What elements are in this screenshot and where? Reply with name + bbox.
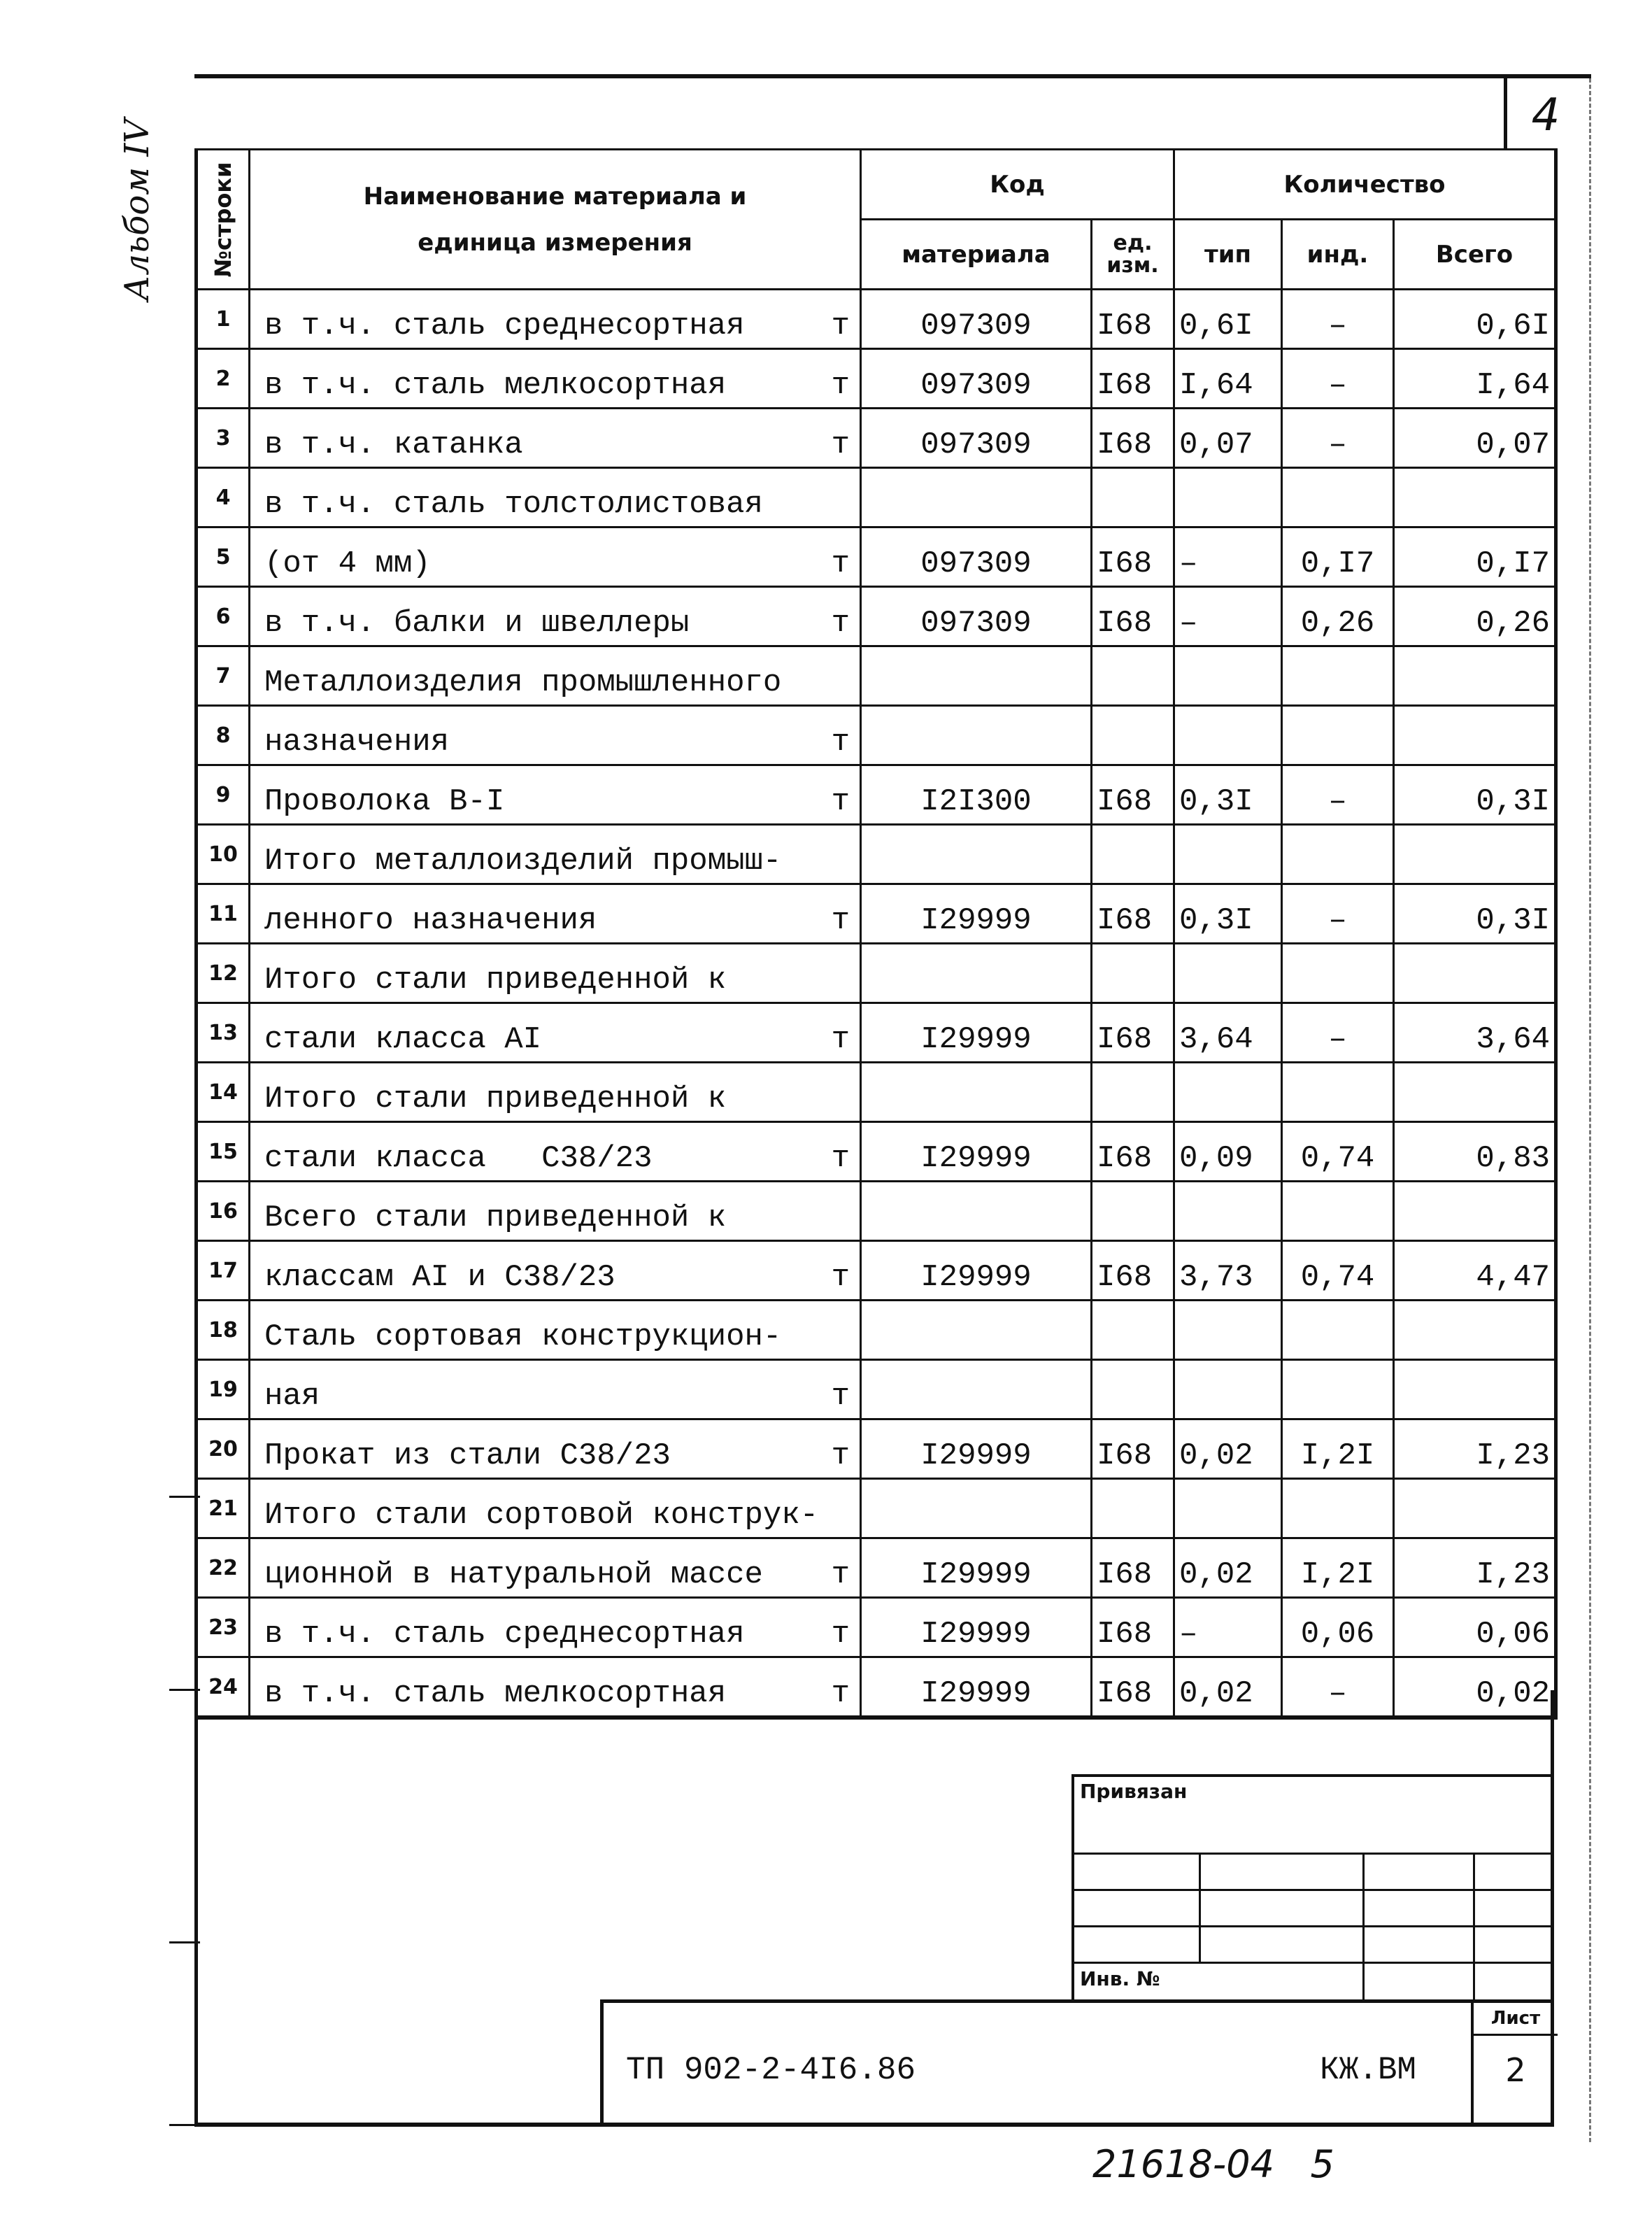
material-code-cell: I29999 xyxy=(861,884,1092,944)
total-quantity-cell: 4,47 xyxy=(1394,1241,1556,1301)
material-name-cell xyxy=(250,884,861,944)
header-row-number: №строки xyxy=(197,150,250,290)
individual-quantity-cell xyxy=(1282,1063,1394,1122)
table-row xyxy=(197,944,1556,1003)
material-name-cell xyxy=(250,1003,861,1063)
individual-quantity-cell: 0,74 xyxy=(1282,1241,1394,1301)
unit-code-cell xyxy=(1092,1063,1174,1122)
material-code-cell xyxy=(861,706,1092,765)
individual-quantity-cell: – xyxy=(1282,349,1394,409)
material-name-cell xyxy=(250,646,861,706)
type-quantity-cell: – xyxy=(1174,527,1282,587)
unit-of-measure: т xyxy=(831,784,850,819)
type-quantity-cell: 0,02 xyxy=(1174,1657,1282,1718)
type-quantity-cell xyxy=(1174,646,1282,706)
table-row xyxy=(197,1479,1556,1538)
unit-code-cell xyxy=(1092,1479,1174,1538)
material-name-cell xyxy=(250,765,861,825)
material-name-text: Итого стали приведенной к xyxy=(264,963,727,998)
type-quantity-cell: 0,3I xyxy=(1174,765,1282,825)
individual-quantity-cell: – xyxy=(1282,1003,1394,1063)
material-name-text: классам AI и С38/23 xyxy=(264,1260,615,1295)
type-quantity-cell xyxy=(1174,944,1282,1003)
total-quantity-cell: 0,I7 xyxy=(1394,527,1556,587)
sheet-label: Лист xyxy=(1474,2003,1558,2036)
sheet-box xyxy=(1471,2003,1558,2127)
total-quantity-cell xyxy=(1394,1479,1556,1538)
unit-of-measure: т xyxy=(831,1676,850,1711)
row-number-cell: 22 xyxy=(197,1538,250,1598)
unit-of-measure: т xyxy=(831,1557,850,1592)
individual-quantity-cell xyxy=(1282,944,1394,1003)
total-quantity-cell: 0,07 xyxy=(1394,409,1556,468)
table-row xyxy=(197,1301,1556,1360)
table-row xyxy=(197,1241,1556,1301)
individual-quantity-cell xyxy=(1282,1360,1394,1419)
header-material-name: Наименование материала и единица измерения xyxy=(250,150,861,290)
type-quantity-cell: 3,73 xyxy=(1174,1241,1282,1301)
type-quantity-cell: – xyxy=(1174,1598,1282,1657)
material-name-cell xyxy=(250,468,861,527)
material-name-text: в т.ч. сталь мелкосортная xyxy=(264,368,727,403)
material-name-cell xyxy=(250,1598,861,1657)
material-name-text: ционной в натуральной массе xyxy=(264,1557,763,1592)
total-quantity-cell: 0,3I xyxy=(1394,765,1556,825)
material-name-cell xyxy=(250,1122,861,1182)
stamp-divider xyxy=(1362,1853,1365,1999)
stamp-line xyxy=(1074,1962,1554,1964)
unit-code-cell: I68 xyxy=(1092,1003,1174,1063)
material-name-cell xyxy=(250,409,861,468)
total-quantity-cell: I,23 xyxy=(1394,1419,1556,1479)
table-row xyxy=(197,1598,1556,1657)
header-type: тип xyxy=(1174,220,1282,290)
total-quantity-cell xyxy=(1394,1182,1556,1241)
material-name-text: Итого стали приведенной к xyxy=(264,1082,727,1117)
table-row xyxy=(197,646,1556,706)
individual-quantity-cell xyxy=(1282,825,1394,884)
type-quantity-cell: 0,02 xyxy=(1174,1538,1282,1598)
total-quantity-cell xyxy=(1394,646,1556,706)
row-number-cell: 17 xyxy=(197,1241,250,1301)
header-total: Всего xyxy=(1394,220,1556,290)
type-quantity-cell: 0,3I xyxy=(1174,884,1282,944)
material-code-cell: I29999 xyxy=(861,1419,1092,1479)
table-row xyxy=(197,409,1556,468)
unit-code-cell: I68 xyxy=(1092,527,1174,587)
unit-code-cell: I68 xyxy=(1092,1657,1174,1718)
type-quantity-cell: I,64 xyxy=(1174,349,1282,409)
document-number: ТП 902-2-4I6.86 xyxy=(626,2052,916,2088)
row-number-cell: 12 xyxy=(197,944,250,1003)
individual-quantity-cell xyxy=(1282,1182,1394,1241)
material-name-text: ленного назначения xyxy=(264,903,597,938)
top-border-line xyxy=(194,74,1591,78)
unit-code-cell xyxy=(1092,944,1174,1003)
individual-quantity-cell xyxy=(1282,1479,1394,1538)
total-quantity-cell xyxy=(1394,1301,1556,1360)
header-material-code: материала xyxy=(861,220,1092,290)
material-code-cell: I29999 xyxy=(861,1122,1092,1182)
table-row xyxy=(197,825,1556,884)
individual-quantity-cell: I,2I xyxy=(1282,1538,1394,1598)
table-row xyxy=(197,290,1556,349)
type-quantity-cell xyxy=(1174,1479,1282,1538)
table-row xyxy=(197,1538,1556,1598)
header-unit: ед. изм. xyxy=(1092,220,1174,290)
material-code-cell xyxy=(861,944,1092,1003)
material-name-text: в т.ч. сталь толстолистовая xyxy=(264,487,763,522)
material-name-text: (от 4 мм) xyxy=(264,546,431,581)
table-row xyxy=(197,1419,1556,1479)
unit-of-measure: т xyxy=(831,606,850,641)
unit-code-cell xyxy=(1092,468,1174,527)
material-name-cell xyxy=(250,349,861,409)
material-name-text: назначения xyxy=(264,725,450,760)
material-name-text: в т.ч. сталь среднесортная xyxy=(264,1617,745,1652)
unit-of-measure: т xyxy=(831,1438,850,1473)
individual-quantity-cell: – xyxy=(1282,884,1394,944)
unit-of-measure: т xyxy=(831,368,850,403)
total-quantity-cell: I,23 xyxy=(1394,1538,1556,1598)
row-number-cell: 15 xyxy=(197,1122,250,1182)
total-quantity-cell xyxy=(1394,825,1556,884)
row-number-cell: 6 xyxy=(197,587,250,646)
header-quantity-group: Количество xyxy=(1174,150,1556,220)
table-row xyxy=(197,527,1556,587)
total-quantity-cell: 0,83 xyxy=(1394,1122,1556,1182)
individual-quantity-cell xyxy=(1282,646,1394,706)
row-number-cell: 18 xyxy=(197,1301,250,1360)
total-quantity-cell xyxy=(1394,706,1556,765)
material-name-cell xyxy=(250,944,861,1003)
table-row xyxy=(197,349,1556,409)
material-code-cell: I2I300 xyxy=(861,765,1092,825)
type-quantity-cell: 0,6I xyxy=(1174,290,1282,349)
unit-code-cell: I68 xyxy=(1092,765,1174,825)
individual-quantity-cell: I,2I xyxy=(1282,1419,1394,1479)
row-number-cell: 20 xyxy=(197,1419,250,1479)
type-quantity-cell xyxy=(1174,825,1282,884)
type-quantity-cell: 3,64 xyxy=(1174,1003,1282,1063)
material-name-cell xyxy=(250,290,861,349)
material-name-cell xyxy=(250,1360,861,1419)
unit-of-measure: т xyxy=(831,1379,850,1414)
unit-code-cell: I68 xyxy=(1092,884,1174,944)
individual-quantity-cell: 0,06 xyxy=(1282,1598,1394,1657)
total-quantity-cell: I,64 xyxy=(1394,349,1556,409)
unit-code-cell xyxy=(1092,825,1174,884)
table-body xyxy=(197,290,1556,1718)
row-number-cell: 19 xyxy=(197,1360,250,1419)
title-block xyxy=(600,1999,1554,2127)
material-name-text: Проволока В-I xyxy=(264,784,505,819)
right-edge-rule xyxy=(1589,78,1591,2142)
stamp-divider xyxy=(1199,1853,1201,1962)
material-code-cell xyxy=(861,468,1092,527)
row-number-cell: 4 xyxy=(197,468,250,527)
material-name-text: Итого металлоизделий промыш- xyxy=(264,844,782,879)
material-name-text: Металлоизделия промышленного xyxy=(264,665,782,700)
individual-quantity-cell: 0,I7 xyxy=(1282,527,1394,587)
document-code: КЖ.ВМ xyxy=(1320,2052,1417,2088)
unit-of-measure: т xyxy=(831,1022,850,1057)
total-quantity-cell: 0,6I xyxy=(1394,290,1556,349)
table-row xyxy=(197,1182,1556,1241)
material-name-cell xyxy=(250,1419,861,1479)
row-number-cell: 21 xyxy=(197,1479,250,1538)
material-code-cell xyxy=(861,1360,1092,1419)
stamp-line xyxy=(1074,1925,1554,1927)
material-code-cell xyxy=(861,1479,1092,1538)
material-name-text: Сталь сортовая конструкцион- xyxy=(264,1319,782,1354)
type-quantity-cell xyxy=(1174,1360,1282,1419)
type-quantity-cell: 0,09 xyxy=(1174,1122,1282,1182)
unit-code-cell: I68 xyxy=(1092,349,1174,409)
unit-of-measure: т xyxy=(831,1617,850,1652)
unit-of-measure: т xyxy=(831,1141,850,1176)
material-name-text: Всего стали приведенной к xyxy=(264,1201,727,1235)
unit-code-cell xyxy=(1092,706,1174,765)
type-quantity-cell: 0,02 xyxy=(1174,1419,1282,1479)
unit-code-cell xyxy=(1092,1360,1174,1419)
total-quantity-cell xyxy=(1394,944,1556,1003)
material-specification-table xyxy=(194,148,1558,1720)
table-row xyxy=(197,884,1556,944)
individual-quantity-cell: – xyxy=(1282,1657,1394,1718)
row-number-cell: 13 xyxy=(197,1003,250,1063)
material-code-cell: 097309 xyxy=(861,290,1092,349)
material-code-cell: I29999 xyxy=(861,1003,1092,1063)
page-number: 4 xyxy=(1531,90,1560,141)
type-quantity-cell xyxy=(1174,1182,1282,1241)
unit-code-cell xyxy=(1092,1182,1174,1241)
unit-code-cell: I68 xyxy=(1092,1598,1174,1657)
row-number-cell: 16 xyxy=(197,1182,250,1241)
unit-code-cell: I68 xyxy=(1092,1419,1174,1479)
material-code-cell xyxy=(861,825,1092,884)
unit-code-cell xyxy=(1092,646,1174,706)
total-quantity-cell: 0,26 xyxy=(1394,587,1556,646)
stamp-attached-label: Привязан xyxy=(1080,1780,1188,1803)
material-name-cell xyxy=(250,1241,861,1301)
type-quantity-cell xyxy=(1174,706,1282,765)
material-name-cell xyxy=(250,825,861,884)
material-code-cell xyxy=(861,646,1092,706)
material-name-text: ная xyxy=(264,1379,320,1414)
header-individual: инд. xyxy=(1282,220,1394,290)
header-code-group: Код xyxy=(861,150,1174,220)
row-number-cell: 7 xyxy=(197,646,250,706)
row-number-cell: 14 xyxy=(197,1063,250,1122)
table-row xyxy=(197,1360,1556,1419)
material-name-text: стали класса С38/23 xyxy=(264,1141,653,1176)
material-code-cell xyxy=(861,1301,1092,1360)
total-quantity-cell: 3,64 xyxy=(1394,1003,1556,1063)
stamp-line xyxy=(1074,1853,1554,1855)
unit-of-measure: т xyxy=(831,903,850,938)
total-quantity-cell: 0,3I xyxy=(1394,884,1556,944)
album-side-note: Альбом IV xyxy=(118,119,157,301)
stamp-inventory-label: Инв. № xyxy=(1080,1967,1160,1990)
unit-code-cell: I68 xyxy=(1092,1538,1174,1598)
material-name-cell xyxy=(250,1063,861,1122)
material-name-cell xyxy=(250,527,861,587)
unit-code-cell: I68 xyxy=(1092,1241,1174,1301)
material-name-cell xyxy=(250,1182,861,1241)
total-quantity-cell xyxy=(1394,1360,1556,1419)
row-number-cell: 8 xyxy=(197,706,250,765)
individual-quantity-cell xyxy=(1282,1301,1394,1360)
table-row xyxy=(197,765,1556,825)
material-code-cell xyxy=(861,1063,1092,1122)
individual-quantity-cell: 0,74 xyxy=(1282,1122,1394,1182)
type-quantity-cell xyxy=(1174,1063,1282,1122)
individual-quantity-cell xyxy=(1282,468,1394,527)
material-code-cell: 097309 xyxy=(861,587,1092,646)
type-quantity-cell: – xyxy=(1174,587,1282,646)
individual-quantity-cell: – xyxy=(1282,290,1394,349)
table-row xyxy=(197,468,1556,527)
unit-of-measure: т xyxy=(831,1260,850,1295)
type-quantity-cell xyxy=(1174,1301,1282,1360)
total-quantity-cell: 0,06 xyxy=(1394,1598,1556,1657)
unit-code-cell xyxy=(1092,1301,1174,1360)
material-name-text: стали класса AI xyxy=(264,1022,542,1057)
material-code-cell xyxy=(861,1182,1092,1241)
sheet-number: 2 xyxy=(1505,2051,1526,2089)
total-quantity-cell xyxy=(1394,468,1556,527)
unit-of-measure: т xyxy=(831,546,850,581)
material-name-text: Прокат из стали С38/23 xyxy=(264,1438,671,1473)
material-code-cell: I29999 xyxy=(861,1538,1092,1598)
table-row xyxy=(197,706,1556,765)
table-row xyxy=(197,1063,1556,1122)
handwritten-note: 21618-04 5 xyxy=(1092,2142,1334,2186)
material-code-cell: I29999 xyxy=(861,1598,1092,1657)
unit-code-cell: I68 xyxy=(1092,409,1174,468)
material-name-text: в т.ч. сталь среднесортная xyxy=(264,309,745,343)
unit-code-cell: I68 xyxy=(1092,1122,1174,1182)
total-quantity-cell: 0,02 xyxy=(1394,1657,1556,1718)
type-quantity-cell xyxy=(1174,468,1282,527)
row-number-cell: 11 xyxy=(197,884,250,944)
stamp-line xyxy=(1074,1889,1554,1891)
material-name-text: Итого стали сортовой конструк- xyxy=(264,1498,819,1533)
row-number-cell: 3 xyxy=(197,409,250,468)
row-number-cell: 2 xyxy=(197,349,250,409)
material-name-cell xyxy=(250,587,861,646)
unit-of-measure: т xyxy=(831,309,850,343)
material-code-cell: 097309 xyxy=(861,527,1092,587)
row-number-cell: 5 xyxy=(197,527,250,587)
individual-quantity-cell xyxy=(1282,706,1394,765)
material-code-cell: 097309 xyxy=(861,409,1092,468)
material-name-cell xyxy=(250,706,861,765)
individual-quantity-cell: – xyxy=(1282,765,1394,825)
row-number-cell: 23 xyxy=(197,1598,250,1657)
unit-code-cell: I68 xyxy=(1092,290,1174,349)
table-row xyxy=(197,587,1556,646)
material-code-cell: I29999 xyxy=(861,1657,1092,1718)
type-quantity-cell: 0,07 xyxy=(1174,409,1282,468)
unit-of-measure: т xyxy=(831,725,850,760)
total-quantity-cell xyxy=(1394,1063,1556,1122)
individual-quantity-cell: – xyxy=(1282,409,1394,468)
approval-stamp xyxy=(1071,1774,1554,1999)
material-code-cell: 097309 xyxy=(861,349,1092,409)
individual-quantity-cell: 0,26 xyxy=(1282,587,1394,646)
material-name-cell xyxy=(250,1538,861,1598)
unit-of-measure: т xyxy=(831,427,850,462)
material-name-text: в т.ч. катанка xyxy=(264,427,523,462)
unit-code-cell: I68 xyxy=(1092,587,1174,646)
material-name-cell xyxy=(250,1301,861,1360)
material-name-cell xyxy=(250,1479,861,1538)
table-row xyxy=(197,1122,1556,1182)
row-number-cell: 9 xyxy=(197,765,250,825)
material-code-cell: I29999 xyxy=(861,1241,1092,1301)
table-row xyxy=(197,1003,1556,1063)
stamp-divider xyxy=(1473,1853,1475,1999)
row-number-cell: 10 xyxy=(197,825,250,884)
material-name-text: в т.ч. сталь мелкосортная xyxy=(264,1676,727,1711)
row-number-cell: 24 xyxy=(197,1657,250,1718)
row-number-cell: 1 xyxy=(197,290,250,349)
material-name-text: в т.ч. балки и швеллеры xyxy=(264,606,690,641)
